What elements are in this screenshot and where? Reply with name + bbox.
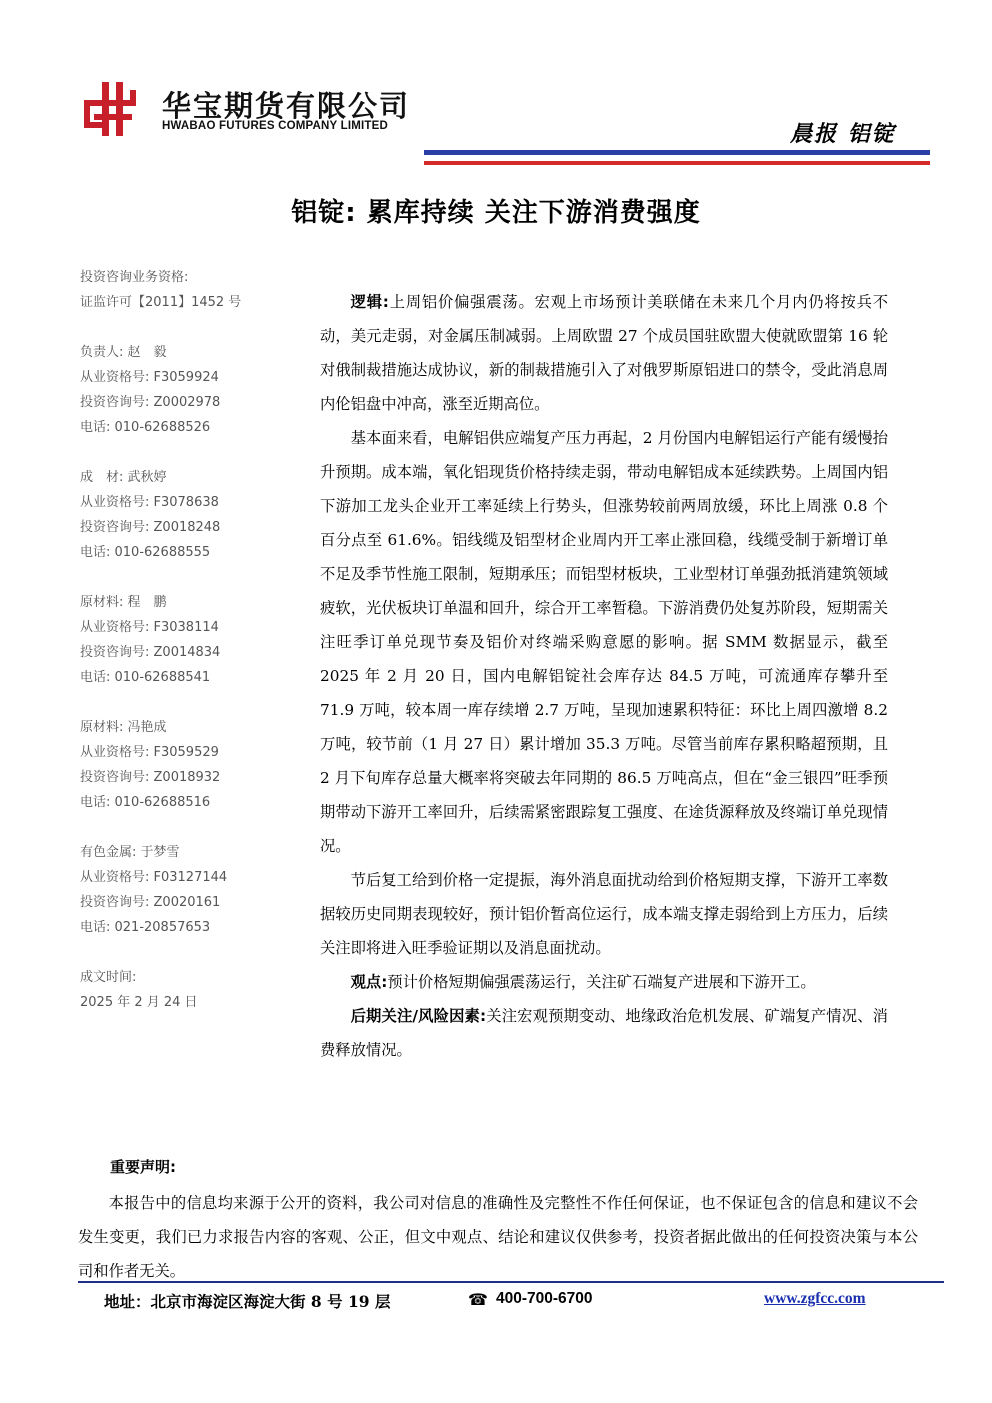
phone-icon: ☎ xyxy=(468,1290,488,1309)
document-title: 铝锭: 累库持续 关注下游消费强度 xyxy=(291,198,701,228)
company-name-cn: 华宝期货有限公司 xyxy=(162,89,411,123)
analyst-block xyxy=(80,590,320,690)
date-label: 成文时间: xyxy=(80,970,137,985)
analyst-phone: 电话: 010-62688541 xyxy=(80,670,211,685)
paragraph-fundamentals: 基本面来看，电解铝供应端复产压力再起，2 月份国内电解铝运行产能有缓慢抬升预期。成本端，氧化铝现货价格持续走弱，带动电解铝成本延续跌势。上周国内铝下游加工龙头企业开工率延续上行势头，但涨势较前两周放缓，环比上周涨 0.8 个百分点至 61.6%。铝线缆及铝型材企业周内开工率止涨回稳，线缆受制于新增订单不足及季节性施工限制，短期承压；而铝型材板块，工业型材订单强劲抵消建筑领域疲软，光伏板块订单温和回升，综合开工率暂稳。下游消费仍处复苏阶段，短期需关注旺季订单兑现节奏及铝价对终端采购意愿的影响。据 SMM 数据显示，截至 2025 年 2 月 20 日，国内电解铝锭社会库存达 84.5 万吨，可流通库存攀升至 71.9 万吨，较本周一库存续增 2.7 万吨，呈现加速累积特征：环比上周四激增 8.2 万吨，较节前（1 月 27 日）累计增加 35.3 万吨。尽管当前库存累积略超预期，且 2 月下旬库存总量大概率将突破去年同期的 86.5 万吨高点，但在“金三银四”旺季预期带动下游开工率回升，后续需紧密跟踪复工强度、在途货源释放及终端订单兑现情况。 xyxy=(320,429,888,855)
paragraph-risk xyxy=(320,999,888,1067)
date-value: 2025 年 2 月 24 日 xyxy=(80,995,198,1010)
paragraph-view xyxy=(320,965,888,999)
analyst-consult-no: 投资咨询号: Z0002978 xyxy=(80,395,221,410)
analyst-license: 从业资格号: F3059924 xyxy=(80,370,219,385)
analyst-role-name: 原材料: 冯艳成 xyxy=(80,720,167,735)
analyst-phone: 电话: 010-62688555 xyxy=(80,545,211,560)
analyst-block xyxy=(80,840,320,940)
view-text: 预计价格短期偏强震荡运行，关注矿石端复产进展和下游开工。 xyxy=(387,973,816,991)
analyst-phone: 电话: 010-62688516 xyxy=(80,795,211,810)
risk-text: 关注宏观预期变动、地缘政治危机发展、矿端复产情况、消费释放情况。 xyxy=(320,1007,888,1059)
qualification-value: 证监许可【2011】1452 号 xyxy=(80,295,242,310)
analyst-role-name: 成 材: 武秋婷 xyxy=(80,470,167,485)
logic-text: 上周铝价偏强震荡。宏观上市场预计美联储在未来几个月内仍将按兵不动，美元走弱，对金属压制减弱。上周欧盟 27 个成员国驻欧盟大使就欧盟第 16 轮对俄制裁措施达成协议，新的制裁措施引入了对俄罗斯原铝进口的禁令，受此消息周内伦铝盘中冲高，涨至近期高位。 xyxy=(320,293,888,413)
analyst-phone: 电话: 010-62688526 xyxy=(80,420,211,435)
footer-address: 地址：北京市海淀区海淀大街 8 号 19 层 xyxy=(104,1292,391,1311)
analyst-consult-no: 投资咨询号: Z0014834 xyxy=(80,645,221,660)
disclaimer-body xyxy=(78,1186,918,1288)
analyst-license: 从业资格号: F3078638 xyxy=(80,495,219,510)
analyst-license: 从业资格号: F3038114 xyxy=(80,620,219,635)
report-body xyxy=(320,285,888,1067)
analyst-role-name: 原材料: 程 鹏 xyxy=(80,595,167,610)
company-logo xyxy=(82,80,138,138)
view-label: 观点: xyxy=(350,973,388,991)
logic-label: 逻辑: xyxy=(350,293,389,311)
analyst-license: 从业资格号: F3059529 xyxy=(80,745,219,760)
analyst-block xyxy=(80,715,320,815)
analyst-license: 从业资格号: F03127144 xyxy=(80,870,228,885)
analyst-consult-no: 投资咨询号: Z0018932 xyxy=(80,770,221,785)
paragraph-logic xyxy=(320,285,888,421)
analyst-sidebar xyxy=(80,265,320,1015)
risk-label: 后期关注/风险因素: xyxy=(350,1007,487,1025)
disclaimer-title: 重要声明: xyxy=(110,1158,176,1176)
header-rule-red xyxy=(424,161,930,165)
paragraph-outlook: 节后复工给到价格一定提振，海外消息面扰动给到价格短期支撑，下游开工率数据较历史同期表现较好，预计铝价暂高位运行，成本端支撑走弱给到上方压力，后续关注即将进入旺季验证期以及消息面扰动。 xyxy=(320,871,888,957)
analyst-role-name: 负责人: 赵 毅 xyxy=(80,345,167,360)
footer-rule xyxy=(78,1281,944,1283)
analyst-consult-no: 投资咨询号: Z0018248 xyxy=(80,520,221,535)
qualification-label: 投资咨询业务资格: xyxy=(80,270,189,285)
analyst-block xyxy=(80,340,320,440)
analyst-block xyxy=(80,465,320,565)
header-rule-blue xyxy=(424,150,930,155)
footer-website-link[interactable]: www.zgfcc.com xyxy=(764,1290,866,1307)
company-name-en: HWABAO FUTURES COMPANY LIMITED xyxy=(162,120,388,132)
analyst-phone: 电话: 021-20857653 xyxy=(80,920,211,935)
analyst-consult-no: 投资咨询号: Z0020161 xyxy=(80,895,221,910)
report-type: 晨报 铝锭 xyxy=(790,121,896,147)
footer-phone: 400-700-6700 xyxy=(496,1290,593,1307)
disclaimer-text: 本报告中的信息均来源于公开的资料，我公司对信息的准确性及完整性不作任何保证，也不保证包含的信息和建议不会发生变更，我们已力求报告内容的客观、公正，但文中观点、结论和建议仅供参考，投资者据此做出的任何投资决策与本公司和作者无关。 xyxy=(78,1194,918,1280)
analyst-role-name: 有色金属: 于梦雪 xyxy=(80,845,180,860)
